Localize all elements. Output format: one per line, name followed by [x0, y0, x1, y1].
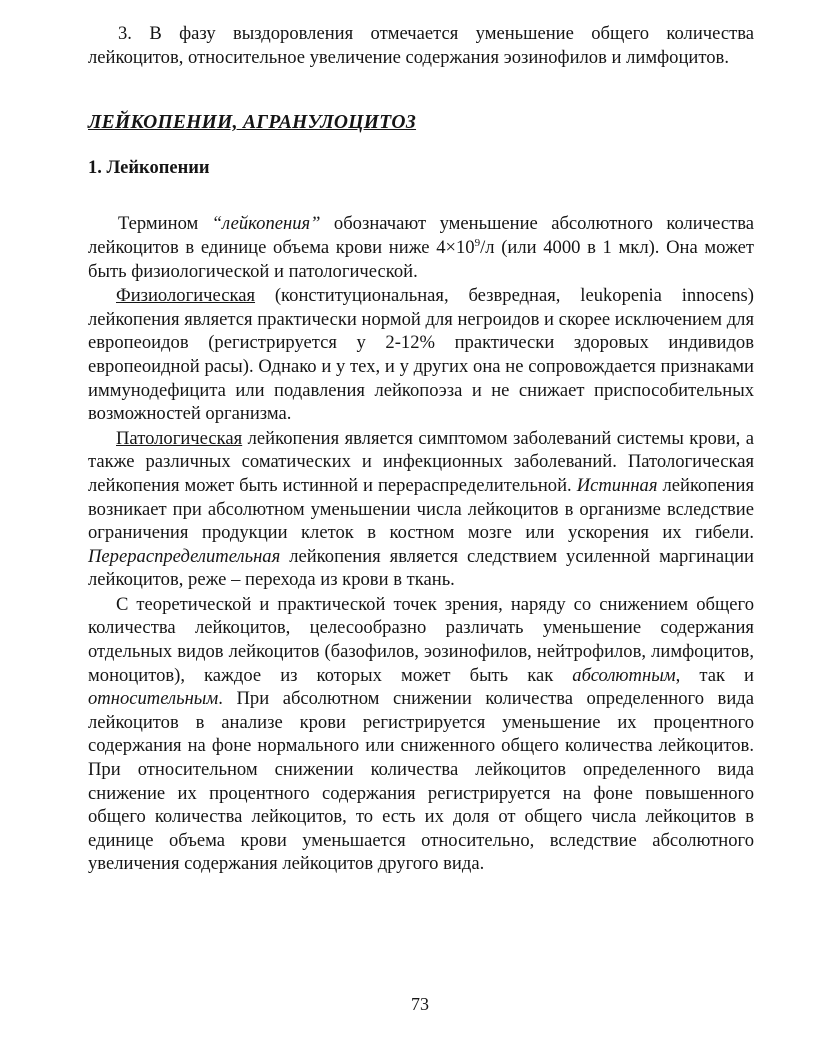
- text-run: . При абсолютном снижении количества определенного вида лейкоцитов в анализе крови регистрируется уменьшение их процентного содержания на фоне нормального или сниженного общего количества лейкоцитов. При относительном снижении количества лейкоцитов определенного вида снижение их процентного содержания регистрируется на фоне повышенного общего количества лейкоцитов, то есть их доля от общего числа лейкоцитов в единице объема крови уменьшается относительно, вследствие абсолютного увеличения содержания лейкоцитов другого вида.: [88, 688, 754, 875]
- text-run: лейкопения возникает при абсолютном уменьшении числа лейкоцитов в организме вследствие ограничения продукции клеток в костном мозге или ускорения их гибели.: [88, 474, 754, 544]
- text-run: /л (или 4000 в 1 мкл). Она может быть физиологической и патологической.: [88, 236, 754, 282]
- paragraph-physiological: [88, 284, 754, 426]
- term-leukopenia: “лейкопения”: [211, 213, 321, 235]
- paragraph-definition: [88, 212, 754, 283]
- page-number: 73: [411, 994, 429, 1014]
- term-absolute: абсолютным: [572, 664, 676, 686]
- text-run: лейкопения является симптомом заболеваний системы крови, а также различных соматических и инфекционных заболеваний. Патологическая лейкопения может быть истинной и перераспределительной.: [88, 427, 754, 496]
- term-pathological: Патологическая: [116, 427, 243, 449]
- superscript: 9: [474, 236, 481, 249]
- term-physiological: Физиологическая: [116, 285, 256, 307]
- intro-paragraph: 3. В фазу выздоровления отмечается уменьшение общего количества лейкоцитов, относительное увеличение содержания эозинофилов и лимфоцитов.: [88, 23, 754, 68]
- text-run: , так и: [675, 664, 754, 686]
- text-run: С теоретической и практической точек зрения, наряду со снижением общего количества лейкоцитов, целесообразно различать уменьшение содержания отдельных видов лейкоцитов (базофилов, эозинофилов, нейтрофилов, лимфоцитов, моноцитов), каждое из которых может быть как: [88, 593, 754, 686]
- term-true: Истинная: [576, 474, 658, 496]
- text-run: обозначают уменьшение абсолютного количества лейкоцитов в единице объема крови ниже 4×10: [88, 213, 754, 258]
- page-body: [88, 22, 754, 876]
- text-run: лейкопения является следствием усиленной маргинации лейкоцитов, реже – перехода из крови в ткань.: [88, 545, 754, 591]
- term-redistributive: Перераспределительная: [88, 545, 281, 567]
- section-title: ЛЕЙКОПЕНИИ, АГРАНУЛОЦИТОЗ: [88, 112, 417, 134]
- paragraph-relative-absolute: [88, 593, 754, 876]
- subsection-title: 1. Лейкопении: [88, 157, 210, 178]
- term-relative: относительным: [88, 688, 219, 710]
- text-run: (конституциональная, безвредная, leukopenia innocens) лейкопения является практически нормой для негроидов и скорее исключением для европеоидов (регистрируется у 2-12% практически здоровых индивидов европеоидной расы). Однако и у тех, и у других она не сопровождается признаками иммунодефицита или подавления лейкопоэза и не снижает приспособительных возможностей организма.: [88, 285, 754, 425]
- text-run: Термином: [118, 213, 212, 235]
- paragraph-pathological: [88, 427, 754, 592]
